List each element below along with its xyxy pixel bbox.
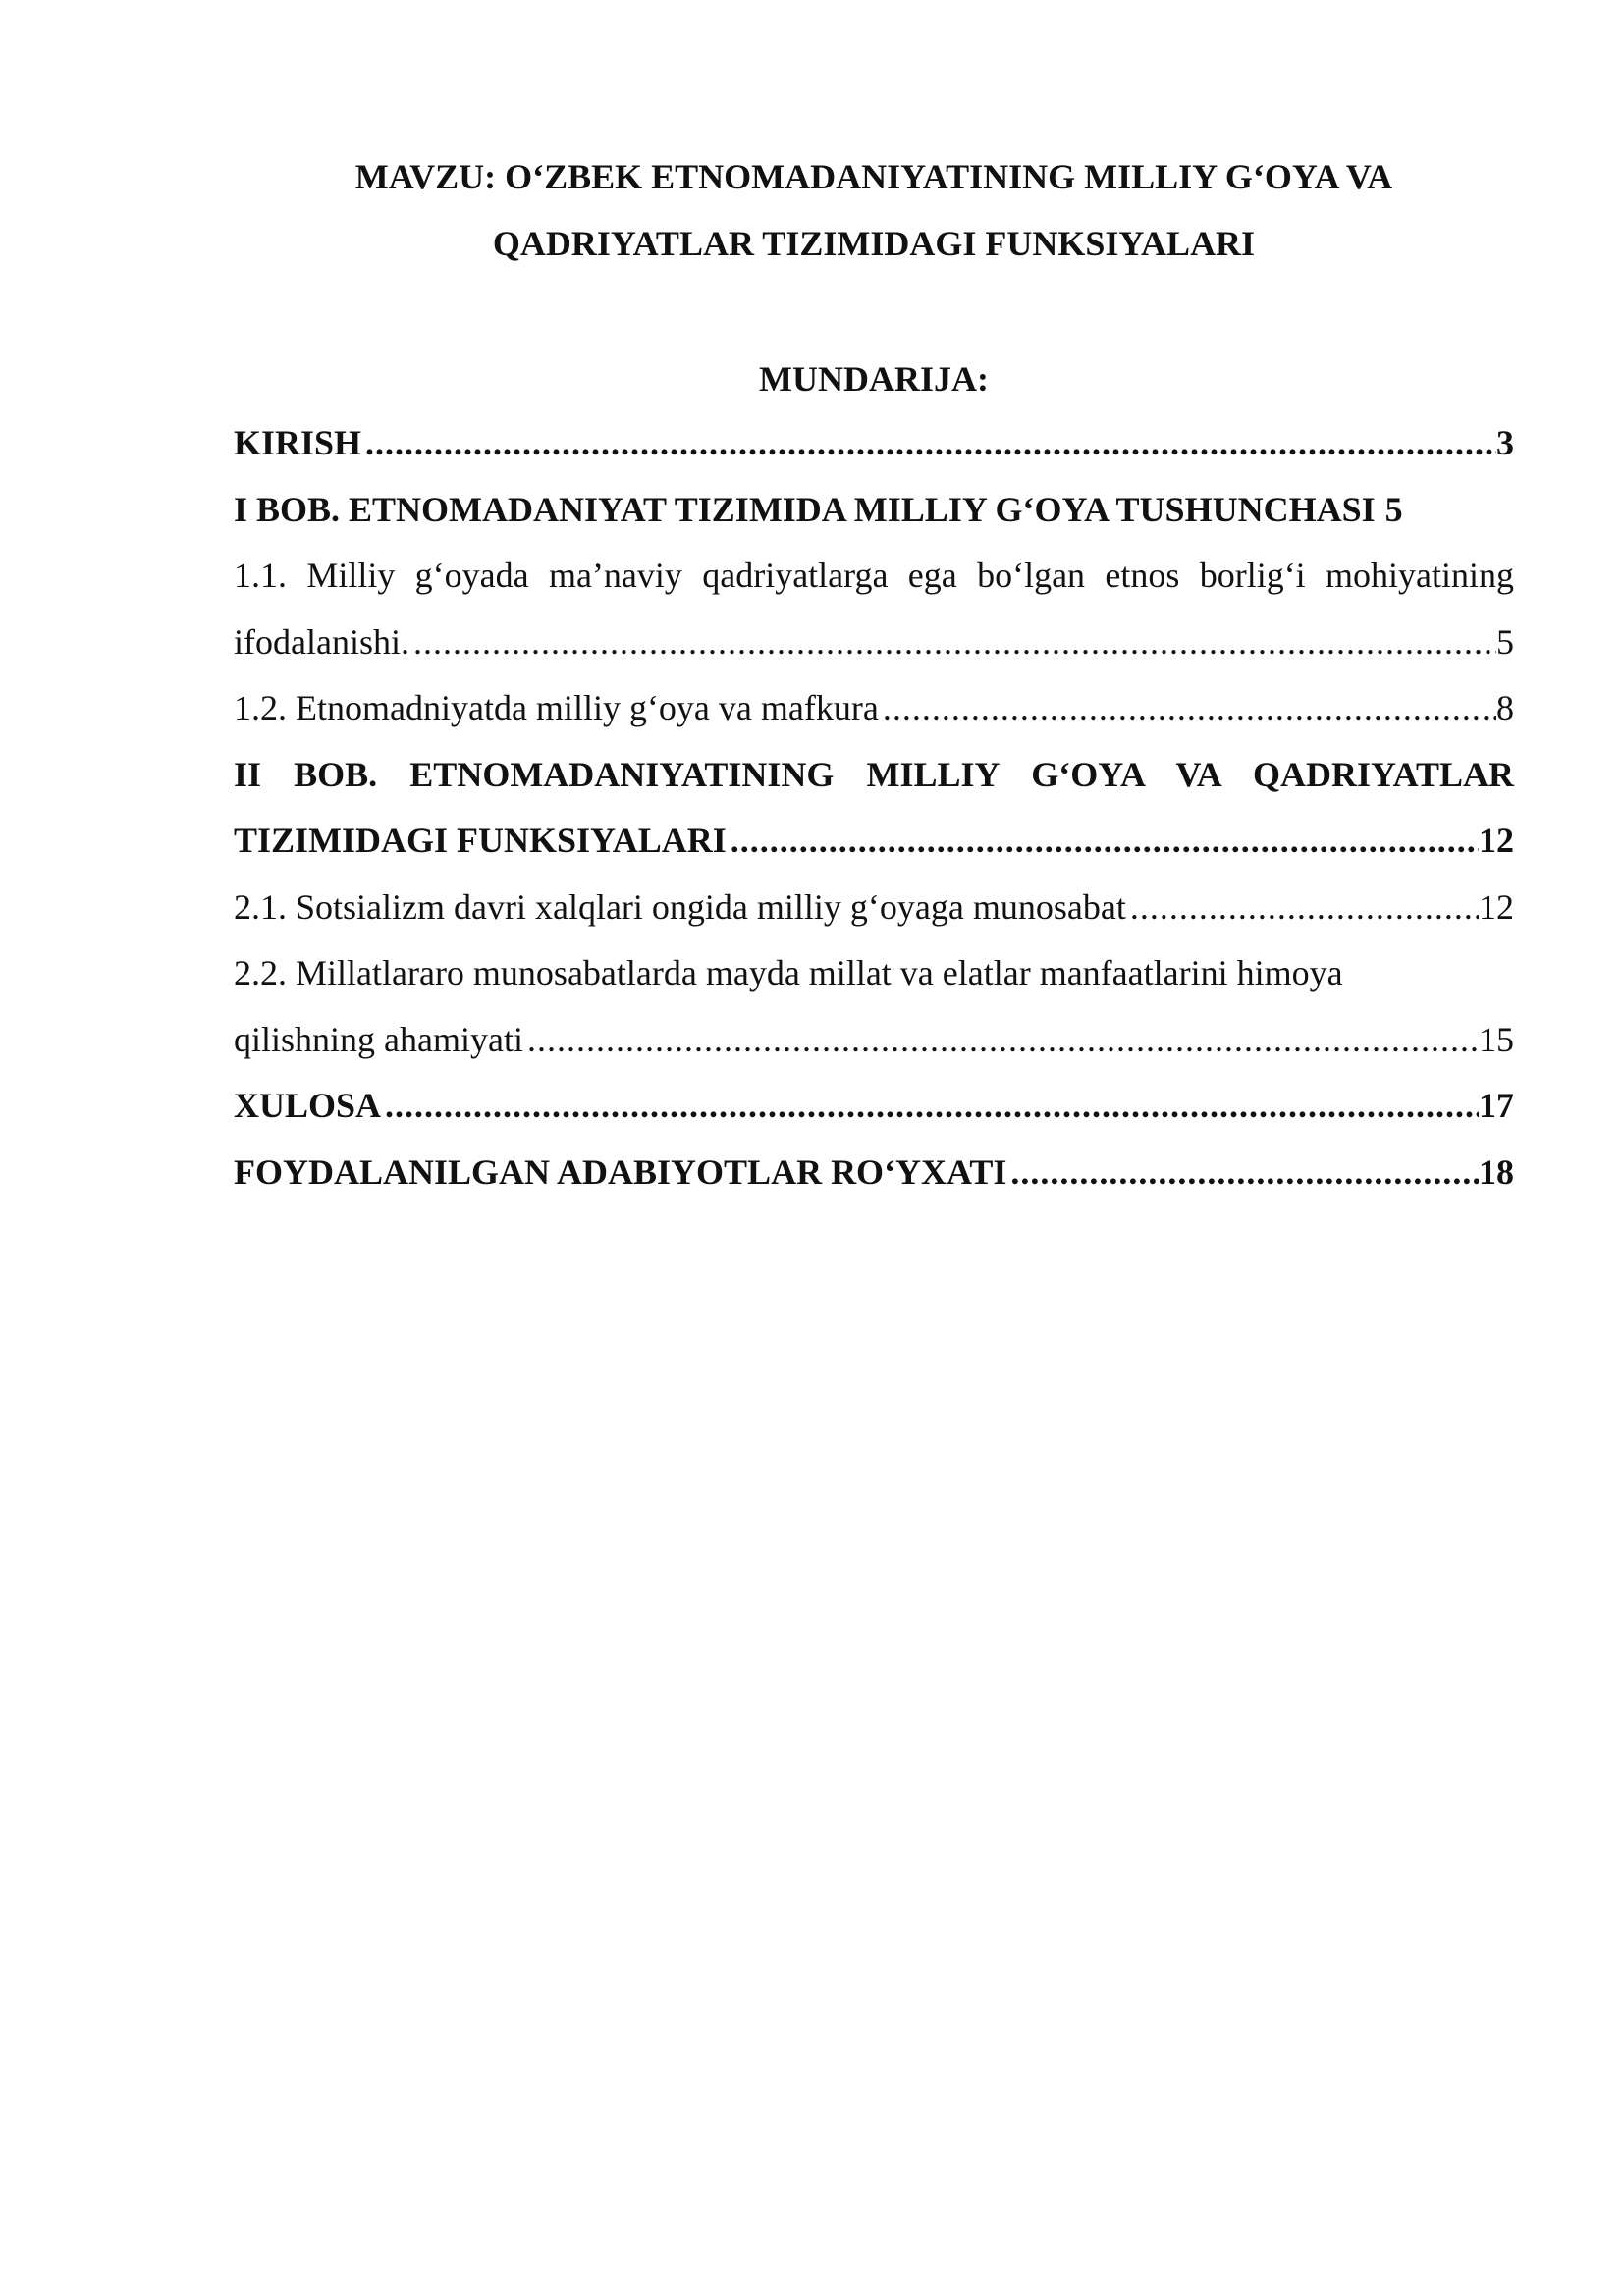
toc-entry-chapter-2-line-2[interactable] bbox=[234, 808, 1514, 875]
toc-leader-dots bbox=[523, 1007, 1479, 1074]
toc-entry-references[interactable] bbox=[234, 1140, 1514, 1206]
toc-page-number: 12 bbox=[1479, 886, 1514, 927]
toc-page-number: 5 bbox=[1496, 621, 1514, 662]
toc-entry-section-2-1[interactable] bbox=[234, 875, 1514, 941]
toc-page-number: 5 bbox=[1384, 489, 1403, 529]
toc-entry-text: ifodalanishi. bbox=[234, 621, 409, 662]
toc-entry-text: FOYDALANILGAN ADABIYOTLAR RO‘YXATI bbox=[234, 1151, 1007, 1192]
toc-page-number: 18 bbox=[1479, 1151, 1514, 1192]
toc-entry-section-1-1-line-2[interactable] bbox=[234, 610, 1514, 676]
toc-leader-dots bbox=[361, 410, 1496, 477]
toc-page-number: 15 bbox=[1479, 1019, 1514, 1059]
table-of-contents bbox=[234, 410, 1514, 1205]
toc-entry-text: qilishning ahamiyati bbox=[234, 1019, 523, 1059]
toc-entry-section-2-2-line-1[interactable] bbox=[234, 940, 1514, 1007]
toc-entry-text: 1.2. Etnomadniyatda milliy g‘oya va mafkura bbox=[234, 688, 879, 727]
toc-entry-kirish[interactable] bbox=[234, 410, 1514, 477]
toc-page-number: 3 bbox=[1496, 423, 1514, 462]
toc-leader-dots bbox=[1006, 1140, 1479, 1206]
toc-entry-text: 2.1. Sotsializm davri xalqlari ongida milliy g‘oyaga munosabat bbox=[234, 886, 1126, 927]
toc-page-number: 12 bbox=[1479, 821, 1514, 860]
toc-entry-text: KIRISH bbox=[234, 423, 362, 462]
document-title-line-1: MAVZU: O‘ZBEK ETNOMADANIYATINING MILLIY G‘OYA VA bbox=[354, 157, 1393, 196]
contents-heading: MUNDARIJA: bbox=[759, 359, 989, 399]
toc-entry-text: 1.1. Milliy g‘oyada ma’naviy qadriyatlarga ega bo‘lgan etnos borlig‘i mohiyatining bbox=[234, 556, 1514, 595]
toc-entry-text: I BOB. ETNOMADANIYAT TIZIMIDA MILLIY G‘OYA TUSHUNCHASI bbox=[234, 489, 1376, 529]
toc-entry-section-1-2[interactable] bbox=[234, 675, 1514, 742]
toc-leader-dots bbox=[1126, 875, 1479, 941]
toc-leader-dots bbox=[879, 675, 1496, 742]
toc-entry-xulosa[interactable] bbox=[234, 1073, 1514, 1140]
toc-entry-section-1-1-line-1[interactable] bbox=[234, 543, 1514, 610]
toc-entry-text: XULOSA bbox=[234, 1086, 382, 1125]
toc-page-number: 8 bbox=[1496, 688, 1514, 727]
toc-entry-text: II BOB. ETNOMADANIYATINING MILLIY G‘OYA VA QADRIYATLAR bbox=[234, 754, 1514, 794]
toc-entry-section-2-2-line-2[interactable] bbox=[234, 1007, 1514, 1074]
toc-entry-text: TIZIMIDAGI FUNKSIYALARI bbox=[234, 821, 727, 860]
toc-leader-dots bbox=[381, 1073, 1479, 1140]
toc-entry-chapter-1[interactable] bbox=[234, 477, 1514, 544]
document-title-line-2: QADRIYATLAR TIZIMIDAGI FUNKSIYALARI bbox=[492, 224, 1256, 263]
toc-leader-dots bbox=[409, 610, 1496, 676]
toc-entry-text: 2.2. Millatlararo munosabatlarda mayda millat va elatlar manfaatlarini himoya bbox=[234, 953, 1343, 992]
toc-entry-chapter-2-line-1[interactable] bbox=[234, 742, 1514, 809]
toc-leader-dots bbox=[727, 808, 1479, 875]
toc-page-number: 17 bbox=[1479, 1086, 1514, 1125]
